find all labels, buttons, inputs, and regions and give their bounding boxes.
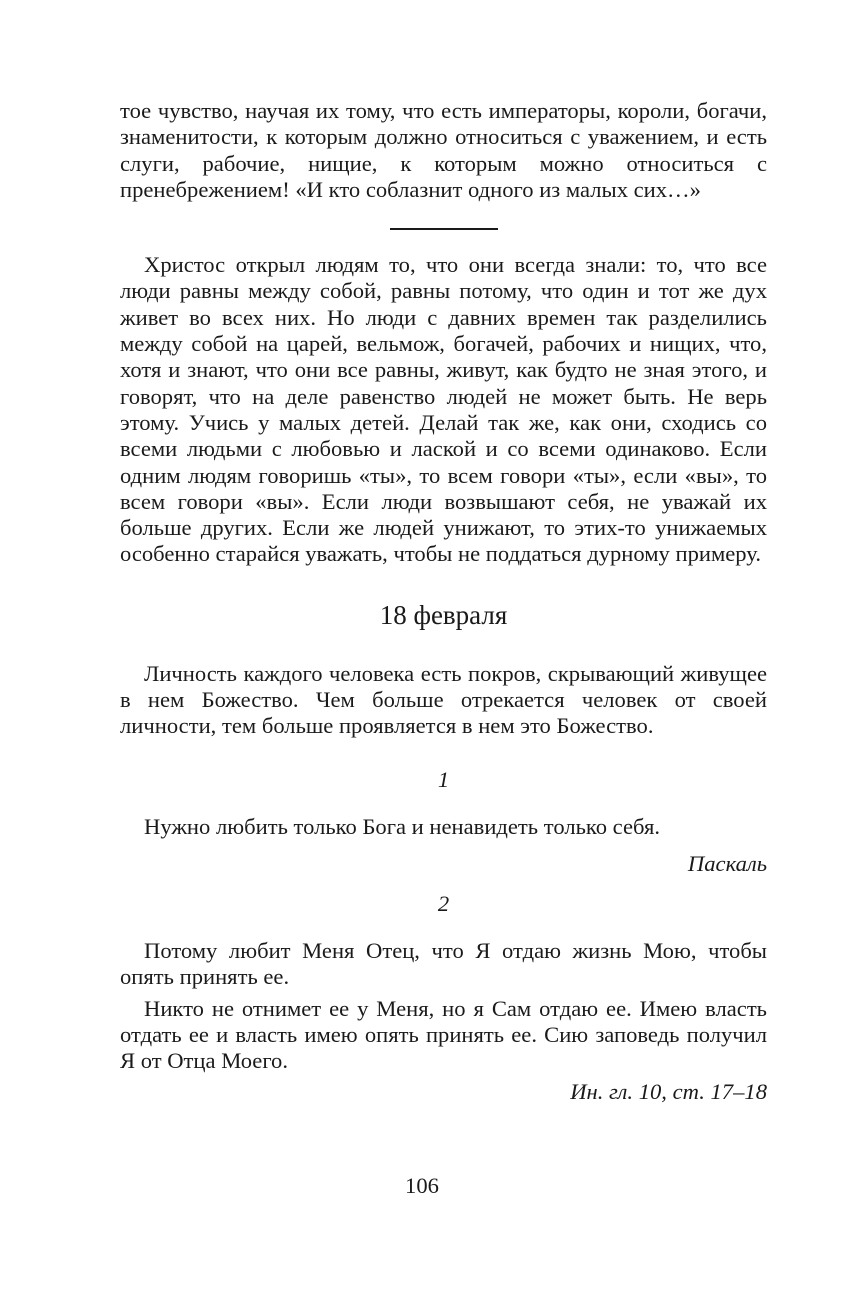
- quote-2a: Потому любит Меня Отец, что Я отдаю жизнь Мою, чтобы опять принять ее.: [120, 937, 767, 990]
- quote-1: Нужно любить только Бога и ненавидеть только себя.: [144, 813, 660, 839]
- attribution-2: Ин. гл. 10, ст. 17–18: [570, 1079, 767, 1105]
- date-heading: 18 февраля: [379, 599, 508, 630]
- quote-2b: Никто не отнимет ее у Меня, но я Сам отдаю ее. Имею власть отдать ее и власть имею опять принять ее. Сию заповедь получил Я от Отца Моего.: [120, 995, 767, 1074]
- section-divider: [390, 228, 498, 230]
- intro-paragraph: Личность каждого человека есть покров, скрывающий живущее в нем Божество. Чем больше отрекается человек от своей личности, тем больше проявляется в нем это Божество.: [120, 660, 767, 739]
- section-number-2: 2: [437, 890, 450, 916]
- section-number-1: 1: [437, 766, 450, 792]
- page-body: [120, 98, 767, 1105]
- attribution-1: Паскаль: [687, 850, 767, 876]
- page-number: 106: [405, 1173, 439, 1198]
- paragraph-christ-equality: Христос открыл людям то, что они всегда знали: то, что все люди равны между собой, равны потому, что один и тот же дух живет во всех них. Но люди с давних времен так разделились между собой на царей, вельмож, богачей, рабочих и нищих, что, хотя и знают, что они все равны, живут, как будто не зная этого, и говорят, что на деле равенство людей не может быть. Не верь этому. Учись у малых детей. Делай так же, как они, сходись со всеми людьми с любовью и лаской и со всеми одинаково. Если одним людям говоришь «ты», то всем говори «ты», если «вы», то всем говори «вы». Если люди возвышают себя, не уважай их больше других. Если же людей унижают, то этих-то унижаемых особенно старайся уважать, чтобы не поддаться дурному примеру.: [120, 252, 767, 567]
- paragraph-continuation: тое чувство, научая их тому, что есть императоры, короли, богачи, знаменитости, к которым должно относиться с уважением, и есть слуги, рабочие, нищие, к которым можно относиться с пренебрежением! «И кто соблазнит одного из малых сих…»: [120, 98, 767, 202]
